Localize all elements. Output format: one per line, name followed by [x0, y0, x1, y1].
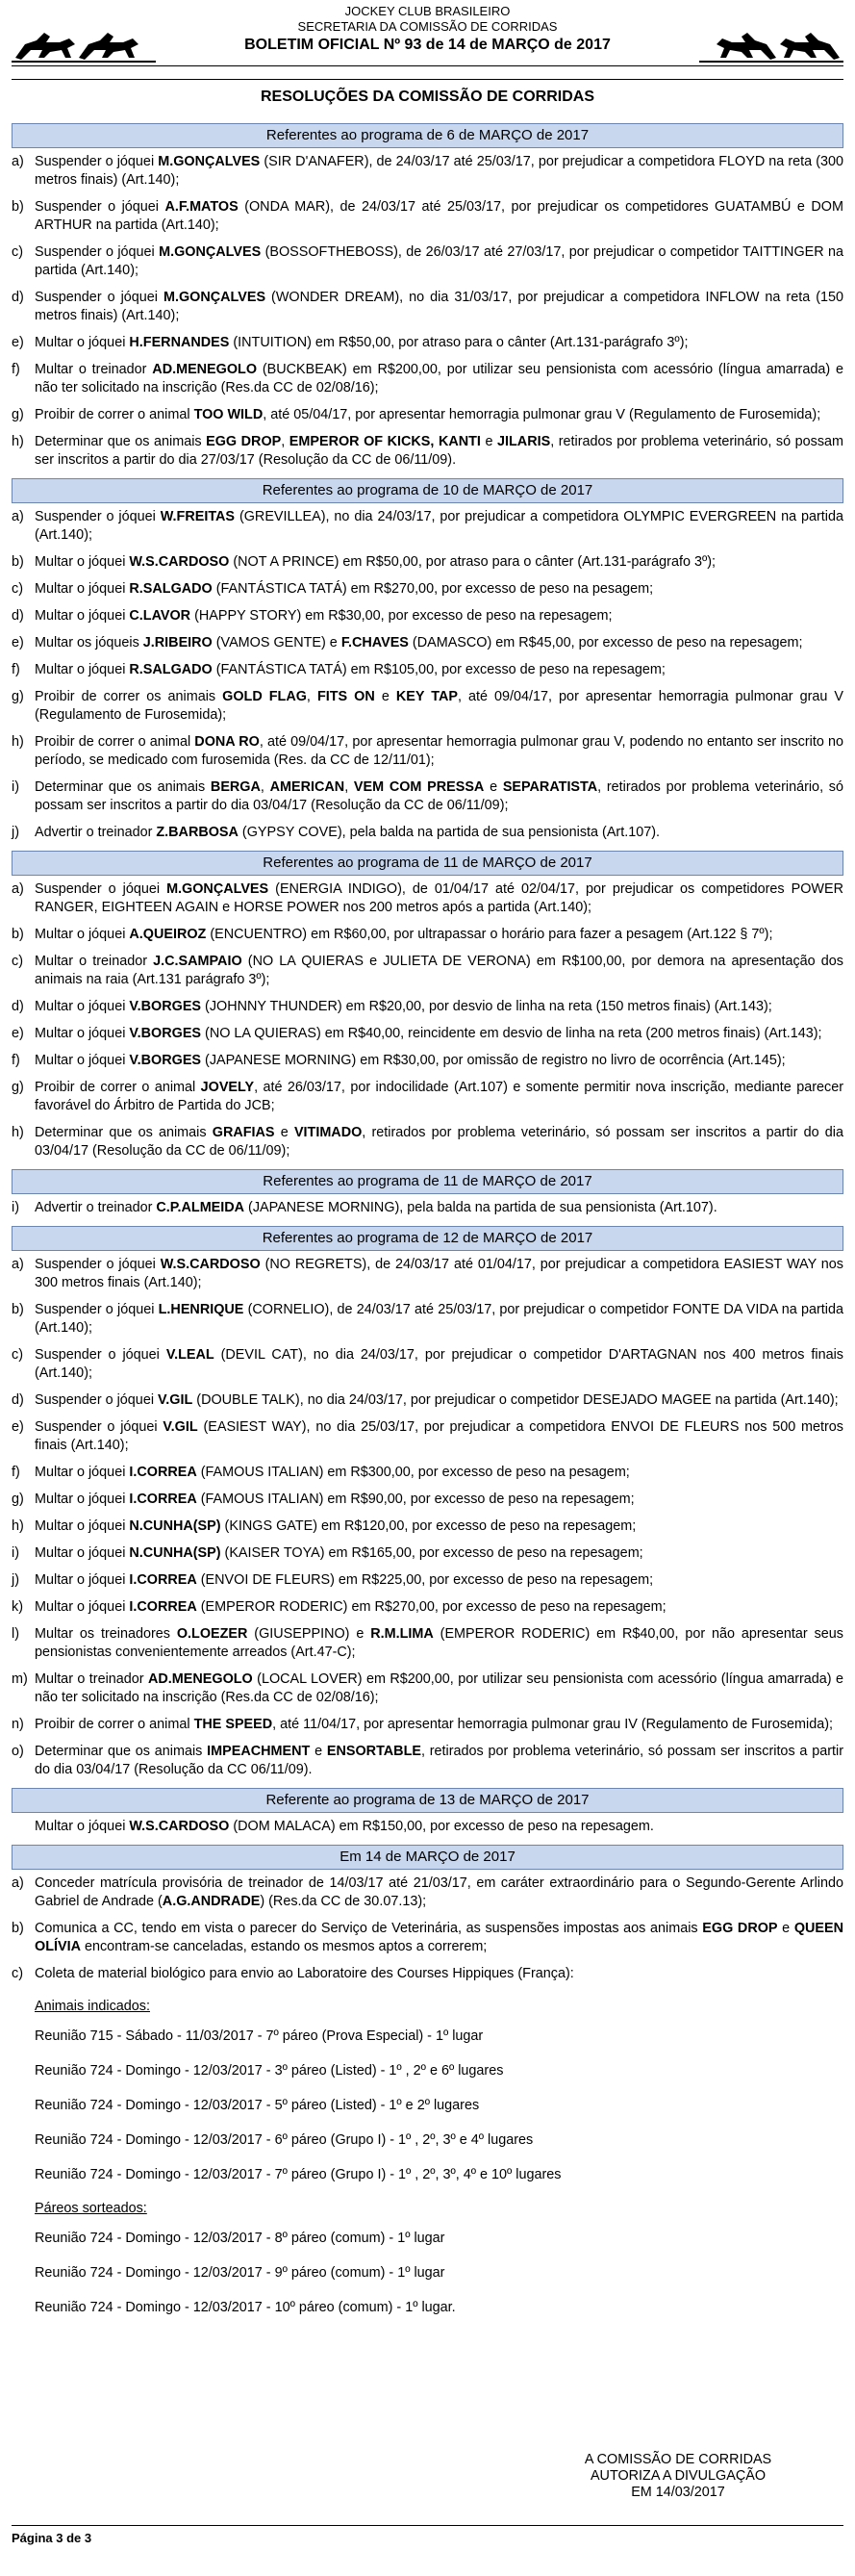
item-letter: i) — [12, 1200, 19, 1215]
animais-indicados-line: Reunião 724 - Domingo - 12/03/2017 - 7º páreo (Grupo I) - 1º , 2º, 3º, 4º e 10º lugares — [35, 2167, 562, 2182]
item-letter: a) — [12, 154, 24, 169]
item-letter: d) — [12, 999, 24, 1014]
resolution-item — [12, 1518, 843, 1536]
resolution-item — [12, 1491, 843, 1509]
item-letter: g) — [12, 1492, 24, 1507]
item-text: Multar o treinador AD.MENEGOLO (LOCAL LOVER) em R$200,00, por utilizar seu pensionista com acessório (língua amarrada) e não ter solicitado na inscrição (Res.da CC de 02/08/16); — [35, 1671, 844, 1705]
page-number: Página 3 de 3 — [12, 2531, 92, 2545]
item-text: Suspender o jóquei M.GONÇALVES (BOSSOFTHEBOSS), de 26/03/17 até 27/03/17, por prejudicar o competidor TAITTINGER na partida (Art.140); — [35, 244, 844, 278]
resolution-item — [12, 1571, 843, 1590]
animais-indicados-line: Reunião 724 - Domingo - 12/03/2017 - 5º páreo (Listed) - 1º e 2º lugares — [35, 2098, 480, 2113]
item-text: Suspender o jóquei M.GONÇALVES (SIR D'ANAFER), de 24/03/17 até 25/03/17, por prejudicar a competidora FLOYD na reta (300 metros finais) (Art.140); — [35, 154, 843, 188]
resolution-item — [12, 580, 843, 599]
authorization-stamp — [577, 2452, 779, 2501]
resolution-item — [12, 198, 843, 235]
item-text: Multar o jóquei N.CUNHA(SP) (KAISER TOYA) em R$165,00, por excesso de peso na repesagem; — [35, 1545, 643, 1561]
item-text: Multar o treinador J.C.SAMPAIO (NO LA QUIERAS e JULIETA DE VERONA) em R$100,00, por demora na apresentação dos animais na raia (Art.131 parágrafo 3º); — [35, 954, 843, 987]
item-letter: b) — [12, 1921, 24, 1936]
bulletin-number: BOLETIM OFICIAL Nº 93 de 14 de MARÇO de 2017 — [244, 37, 611, 53]
animais-indicados-line: Reunião 724 - Domingo - 12/03/2017 - 3º páreo (Listed) - 1º , 2º e 6º lugares — [35, 2063, 504, 2079]
department-name: SECRETARIA DA COMISSÃO DE CORRIDAS — [297, 19, 558, 34]
item-text: Multar o jóquei V.BORGES (NO LA QUIERAS) em R$40,00, reincidente em desvio de linha na reta (200 metros finais) (Art.143); — [35, 1026, 822, 1041]
stamp-line: AUTORIZA A DIVULGAÇÃO — [590, 2468, 767, 2484]
item-text: Multar o jóquei N.CUNHA(SP) (KINGS GATE) em R$120,00, por excesso de peso na repesagem; — [35, 1518, 637, 1534]
resolution-item — [12, 433, 843, 470]
resolution-item — [12, 1598, 843, 1617]
item-text: Multar o jóquei V.BORGES (JAPANESE MORNING) em R$30,00, por omissão de registro no livro de ocorrência (Art.145); — [35, 1053, 786, 1068]
pareos-sorteados-heading: Páreos sorteados: — [35, 2201, 147, 2216]
item-letter: c) — [12, 1347, 23, 1363]
section-heading: Em 14 de MARÇO de 2017 — [12, 1845, 843, 1870]
item-letter: b) — [12, 199, 24, 215]
item-letter: h) — [12, 434, 24, 449]
item-letter: b) — [12, 554, 24, 570]
resolution-item — [12, 1256, 843, 1292]
item-letter: h) — [12, 1518, 24, 1534]
resolution-item — [12, 1875, 843, 1911]
resolution-item — [12, 926, 843, 944]
item-text: Multar o jóquei R.SALGADO (FANTÁSTICA TATÁ) em R$270,00, por excesso de peso na pesagem; — [35, 581, 654, 597]
item-text: Advertir o treinador Z.BARBOSA (GYPSY COVE), pela balda na partida de sua pensionista (Art.107). — [35, 825, 661, 840]
item-letter: d) — [12, 608, 24, 624]
section-heading: Referentes ao programa de 11 de MARÇO de 2017 — [12, 1169, 843, 1194]
item-letter: f) — [12, 1053, 20, 1068]
pareos-sorteados — [35, 2201, 843, 2316]
item-text: Suspender o jóquei M.GONÇALVES (WONDER DREAM), no dia 31/03/17, por prejudicar a competidora INFLOW na reta (150 metros finais) (Art.140); — [35, 290, 843, 323]
org-name: JOCKEY CLUB BRASILEIRO — [344, 4, 511, 18]
animais-indicados-heading: Animais indicados: — [35, 1999, 150, 2014]
item-text: Determinar que os animais IMPEACHMENT e ENSORTABLE, retirados por problema veterinário, só possam ser inscritos a partir do dia 03/04/17 (Resolução da CC 06/11/09). — [35, 1744, 844, 1777]
item-text: Multar o jóquei H.FERNANDES (INTUITION) em R$50,00, por atraso para o cânter (Art.131-parágrafo 3º); — [35, 335, 689, 350]
item-text: Conceder matrícula provisória de treinador de 14/03/17 até 21/03/17, em caráter extraordinário para o Segundo-Gerente Arlindo Gabriel de Andrade (A.G.ANDRADE) (Res.da CC de 30.07.13); — [35, 1875, 843, 1909]
resolution-item — [12, 1025, 843, 1043]
item-text: Advertir o treinador C.P.ALMEIDA (JAPANESE MORNING), pela balda na partida de sua pensionista (Art.107). — [35, 1200, 717, 1215]
item-letter: o) — [12, 1744, 24, 1759]
header-rule — [12, 65, 843, 66]
item-text: Proibir de correr o animal TOO WILD, até 05/04/17, por apresentar hemorragia pulmonar grau V (Regulamento de Furosemida); — [35, 407, 821, 422]
item-letter: c) — [12, 954, 23, 969]
resolution-item — [12, 1346, 843, 1383]
item-letter: b) — [12, 927, 24, 942]
resolution-item — [12, 1743, 843, 1779]
item-text: Multar o jóquei I.CORREA (FAMOUS ITALIAN) em R$90,00, por excesso de peso na repesagem; — [35, 1492, 635, 1507]
item-letter: e) — [12, 1419, 24, 1435]
item-letter: f) — [12, 662, 20, 677]
item-text: Coleta de material biológico para envio ao Laboratoire des Courses Hippiques (França): — [35, 1966, 574, 1981]
item-letter: a) — [12, 509, 24, 524]
resolution-item — [12, 661, 843, 679]
resolution-item — [12, 1544, 843, 1563]
item-letter: m) — [12, 1671, 28, 1687]
item-letter: c) — [12, 581, 23, 597]
item-text: Proibir de correr o animal THE SPEED, até 11/04/17, por apresentar hemorragia pulmonar grau IV (Regulamento de Furosemida); — [35, 1717, 834, 1732]
item-letter: a) — [12, 1257, 24, 1272]
resolution-item — [12, 824, 843, 842]
item-text: Suspender o jóquei M.GONÇALVES (ENERGIA INDIGO), de 01/04/17 até 02/04/17, por prejudicar os competidores POWER RANGER, EIGHTEEN AGAIN e HORSE POWER nos 200 metros após a partida (Art.140); — [35, 881, 843, 915]
item-text: Multar os treinadores O.LOEZER (GIUSEPPINO) e R.M.LIMA (EMPEROR RODERIC) em R$40,00, por não apresentar seus pensionistas convenientemente arreados (Art.47-C); — [35, 1626, 843, 1660]
resolution-item — [12, 243, 843, 280]
pareos-sorteados-line: Reunião 724 - Domingo - 12/03/2017 - 10º páreo (comum) - 1º lugar. — [35, 2300, 456, 2315]
animais-indicados — [35, 1999, 843, 2183]
item-letter: f) — [12, 1465, 20, 1480]
resolution-item — [12, 1464, 843, 1482]
resolution-item — [12, 953, 843, 989]
resolution-item — [12, 508, 843, 545]
resolution-item — [12, 1052, 843, 1070]
resolution-item — [12, 1965, 843, 1983]
item-letter: b) — [12, 1302, 24, 1317]
item-text: Proibir de correr o animal DONA RO, até 09/04/17, por apresentar hemorragia pulmonar grau V, podendo no entanto ser inscrito no período, se medicado com furosemida (Res. da CC de 12/11/01); — [35, 734, 844, 768]
item-letter: c) — [12, 1966, 23, 1981]
item-letter: g) — [12, 689, 24, 704]
item-text: Suspender o jóquei L.HENRIQUE (CORNELIO), de 24/03/17 até 25/03/17, por prejudicar o competidor FONTE DA VIDA na partida (Art.140); — [35, 1302, 843, 1336]
item-text: Suspender o jóquei V.GIL (DOUBLE TALK), no dia 24/03/17, por prejudicar o competidor DESEJADO MAGEE na partida (Art.140); — [35, 1392, 839, 1408]
item-letter: c) — [12, 244, 23, 260]
item-text: Comunica a CC, tendo em vista o parecer do Serviço de Veterinária, as suspensões impostas aos animais EGG DROP e QUEEN OLÍVIA encontram-se canceladas, estando os mesmos aptos a correrem; — [35, 1921, 844, 1954]
resolution-item — [12, 688, 843, 725]
item-text: Multar o jóquei C.LAVOR (HAPPY STORY) em R$30,00, por excesso de peso na repesagem; — [35, 608, 613, 624]
item-text: Multar o jóquei A.QUEIROZ (ENCUENTRO) em R$60,00, por ultrapassar o horário para fazer a pesagem (Art.122 § 7º); — [35, 927, 773, 942]
item-text: Multar o jóquei I.CORREA (EMPEROR RODERIC) em R$270,00, por excesso de peso na repesagem; — [35, 1599, 666, 1615]
item-letter: h) — [12, 1125, 24, 1140]
section-heading: Referente ao programa de 13 de MARÇO de 2017 — [12, 1788, 843, 1813]
resolution-item — [12, 778, 843, 815]
item-text: Multar os jóqueis J.RIBEIRO (VAMOS GENTE) e F.CHAVES (DAMASCO) em R$45,00, por excesso de peso na repesagem; — [35, 635, 803, 650]
animais-indicados-line: Reunião 715 - Sábado - 11/03/2017 - 7º páreo (Prova Especial) - 1º lugar — [35, 2028, 484, 2044]
item-text: Suspender o jóquei V.LEAL (DEVIL CAT), no dia 24/03/17, por prejudicar o competidor D'ARTAGNAN nos 400 metros finais (Art.140); — [35, 1347, 843, 1381]
resolution-item — [12, 634, 843, 652]
item-letter: f) — [12, 362, 20, 377]
resolution-item: Multar o jóquei W.S.CARDOSO (DOM MALACA) em R$150,00, por excesso de peso na repesagem. — [35, 1819, 654, 1834]
resolution-item — [12, 1671, 843, 1707]
item-letter: e) — [12, 635, 24, 650]
item-letter: i) — [12, 1545, 19, 1561]
item-letter: d) — [12, 290, 24, 305]
item-letter: n) — [12, 1717, 24, 1732]
item-text: Proibir de correr os animais GOLD FLAG, FITS ON e KEY TAP, até 09/04/17, por apresentar hemorragia pulmonar grau V (Regulamento de Furosemida); — [35, 689, 844, 723]
item-text: Determinar que os animais GRAFIAS e VITIMADO, retirados por problema veterinário, só possam ser inscritos a partir do dia 03/04/17 (Resolução da CC de 06/11/09); — [35, 1125, 843, 1159]
pareos-sorteados-line: Reunião 724 - Domingo - 12/03/2017 - 9º páreo (comum) - 1º lugar — [35, 2265, 445, 2281]
resolution-item — [12, 1625, 843, 1662]
resolution-item — [12, 1079, 843, 1115]
resolution-item — [12, 553, 843, 572]
item-text: Suspender o jóquei W.FREITAS (GREVILLEA), no dia 24/03/17, por prejudicar a competidora OLYMPIC EVERGREEN na partida (Art.140); — [35, 509, 843, 543]
item-letter: a) — [12, 881, 24, 897]
item-text: Suspender o jóquei A.F.MATOS (ONDA MAR), de 24/03/17 até 25/03/17, por prejudicar os competidores GUATAMBÚ e DOM ARTHUR na partida (Art.140); — [35, 199, 843, 233]
item-letter: k) — [12, 1599, 23, 1615]
item-text: Multar o jóquei R.SALGADO (FANTÁSTICA TATÁ) em R$105,00, por excesso de peso na repesagem; — [35, 662, 666, 677]
item-text: Suspender o jóquei W.S.CARDOSO (NO REGRETS), de 24/03/17 até 01/04/17, por prejudicar a competidora EASIEST WAY nos 300 metros finais (Art.140); — [35, 1257, 844, 1290]
item-letter: i) — [12, 779, 19, 795]
item-text: Suspender o jóquei V.GIL (EASIEST WAY), no dia 25/03/17, por prejudicar a competidora ENVOI DE FLEURS nos 500 metros finais (Art.140); — [35, 1419, 844, 1453]
item-letter: g) — [12, 407, 24, 422]
resolution-item — [12, 880, 843, 917]
item-letter: a) — [12, 1875, 24, 1891]
section-heading: Referentes ao programa de 10 de MARÇO de 2017 — [12, 478, 843, 503]
resolution-item — [12, 1199, 843, 1217]
page-title: RESOLUÇÕES DA COMISSÃO DE CORRIDAS — [261, 89, 594, 105]
item-letter: e) — [12, 335, 24, 350]
pareos-sorteados-line: Reunião 724 - Domingo - 12/03/2017 - 8º páreo (comum) - 1º lugar — [35, 2231, 445, 2246]
item-text: Proibir de correr o animal JOVELY, até 26/03/17, por indocilidade (Art.107) e somente permitir nova inscrição, mediante parecer favorável do Árbitro de Partida do JCB; — [35, 1080, 843, 1113]
item-letter: h) — [12, 734, 24, 750]
resolutions-list — [12, 117, 843, 2334]
stamp-line: A COMISSÃO DE CORRIDAS — [584, 2452, 772, 2467]
item-letter: g) — [12, 1080, 24, 1095]
resolution-item — [12, 607, 843, 625]
item-text: Determinar que os animais EGG DROP, EMPEROR OF KICKS, KANTI e JILARIS, retirados por problema veterinário, só possam ser inscritos a partir do dia 27/03/17 (Resolução da CC de 06/11/09). — [35, 434, 844, 468]
footer-rule — [12, 2525, 843, 2526]
resolution-item — [12, 1391, 843, 1410]
item-text: Multar o jóquei W.S.CARDOSO (NOT A PRINCE) em R$50,00, por atraso para o cânter (Art.131-parágrafo 3º); — [35, 554, 717, 570]
resolution-item — [12, 1920, 843, 1956]
section-heading: Referentes ao programa de 6 de MARÇO de 2017 — [12, 123, 843, 148]
item-letter: d) — [12, 1392, 24, 1408]
title-rule — [12, 79, 843, 80]
item-letter: l) — [12, 1626, 19, 1642]
item-text: Multar o jóquei V.BORGES (JOHNNY THUNDER) em R$20,00, por desvio de linha na reta (150 metros finais) (Art.143); — [35, 999, 772, 1014]
section-heading: Referentes ao programa de 11 de MARÇO de 2017 — [12, 851, 843, 876]
section-heading: Referentes ao programa de 12 de MARÇO de 2017 — [12, 1226, 843, 1251]
resolution-item — [12, 153, 843, 190]
resolution-item — [12, 1716, 843, 1734]
animais-indicados-line: Reunião 724 - Domingo - 12/03/2017 - 6º páreo (Grupo I) - 1º , 2º, 3º e 4º lugares — [35, 2132, 534, 2148]
resolution-item — [12, 733, 843, 770]
item-text: Determinar que os animais BERGA, AMERICAN, VEM COM PRESSA e SEPARATISTA, retirados por problema veterinário, só possam ser inscritos a partir do dia 03/04/17 (Resolução da CC de 06/11/09); — [35, 779, 843, 813]
resolution-item — [12, 361, 843, 397]
resolution-item — [12, 998, 843, 1016]
resolution-item — [12, 1418, 843, 1455]
item-letter: e) — [12, 1026, 24, 1041]
resolution-item — [12, 289, 843, 325]
resolution-item — [12, 1124, 843, 1160]
item-text: Multar o jóquei I.CORREA (FAMOUS ITALIAN) em R$300,00, por excesso de peso na pesagem; — [35, 1465, 630, 1480]
resolution-item — [12, 406, 843, 424]
item-text: Multar o jóquei I.CORREA (ENVOI DE FLEURS) em R$225,00, por excesso de peso na repesagem; — [35, 1572, 654, 1588]
resolution-item — [12, 334, 843, 352]
item-text: Multar o treinador AD.MENEGOLO (BUCKBEAK) em R$200,00, por utilizar seu pensionista com acessório (língua amarrada) e não ter solicitado na inscrição (Res.da CC de 02/08/16); — [35, 362, 843, 395]
resolution-item — [12, 1301, 843, 1338]
stamp-line: EM 14/03/2017 — [631, 2485, 725, 2500]
item-letter: j) — [12, 1572, 19, 1588]
item-letter: j) — [12, 825, 19, 840]
